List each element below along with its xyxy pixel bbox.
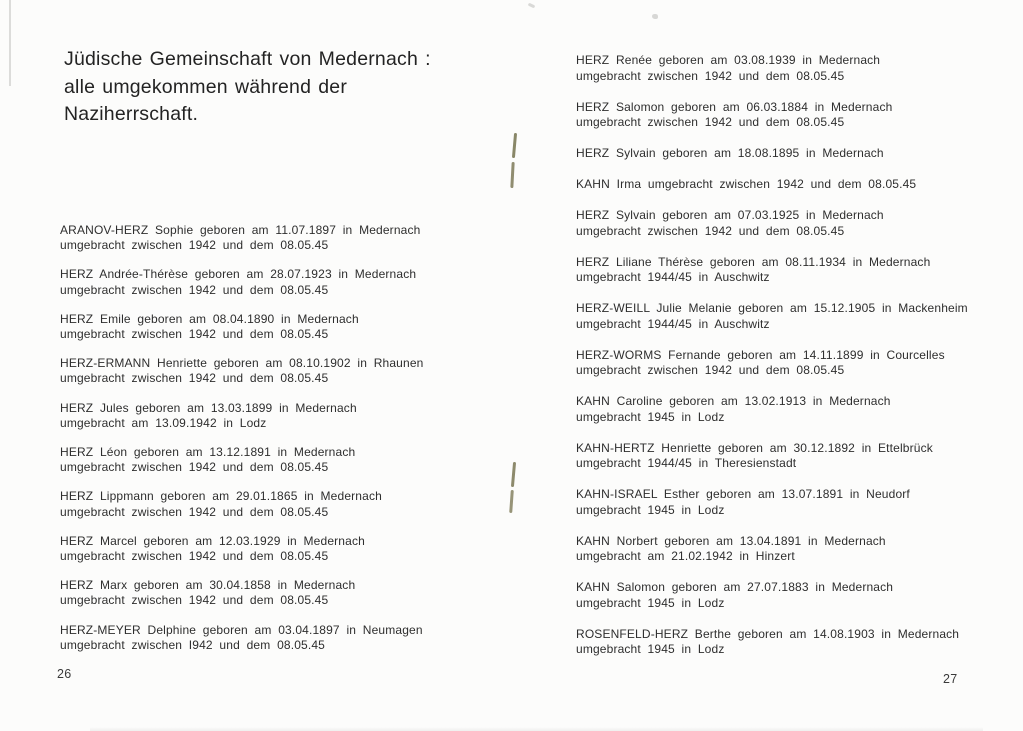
- entry-line: umgebracht zwischen 1942 und dem 08.05.45: [60, 460, 329, 475]
- entry-line: HERZ-ERMANN Henriette geboren am 08.10.1902 in Rhaunen: [60, 356, 424, 371]
- entry-line: HERZ Marcel geboren am 12.03.1929 in Medernach: [60, 533, 365, 548]
- list-entry: [576, 301, 1023, 332]
- entry-line: umgebracht zwischen 1942 und dem 08.05.45: [60, 371, 329, 386]
- victims-list-right: [576, 53, 1023, 673]
- list-entry: [576, 394, 1023, 425]
- list-entry: [576, 53, 1023, 84]
- entry-line: umgebracht zwischen 1942 und dem 08.05.45: [60, 504, 329, 519]
- list-entry: [576, 255, 1023, 286]
- list-entry: [576, 177, 1023, 193]
- scan-bottom-shadow: [90, 727, 983, 731]
- victims-list-left: [60, 223, 520, 667]
- entry-line: HERZ Renée geboren am 03.08.1939 in Medernach: [576, 53, 881, 67]
- page-title: [64, 46, 494, 129]
- scan-speck: [652, 14, 658, 19]
- entry-line: ROSENFELD-HERZ Berthe geboren am 14.08.1903 in Medernach: [576, 626, 960, 641]
- entry-line: KAHN-ISRAEL Esther geboren am 13.07.1891 in Neudorf: [576, 487, 910, 501]
- entry-line: KAHN Caroline geboren am 13.02.1913 in Medernach: [576, 394, 891, 408]
- scan-edge-artifact: [9, 0, 11, 86]
- entry-line: umgebracht 1944/45 in Auschwitz: [576, 270, 770, 284]
- entry-line: KAHN Irma umgebracht zwischen 1942 und dem 08.05.45: [576, 177, 917, 191]
- list-entry: [60, 489, 520, 519]
- entry-line: HERZ Sylvain geboren am 07.03.1925 in Medernach: [576, 208, 884, 222]
- entry-line: KAHN Salomon geboren am 27.07.1883 in Medernach: [576, 580, 894, 594]
- page-number-right: 27: [943, 672, 958, 686]
- list-entry: [60, 312, 520, 342]
- binding-stitch: [512, 133, 517, 158]
- list-entry: [576, 534, 1023, 565]
- entry-line: umgebracht 1945 in Lodz: [576, 502, 725, 517]
- entry-line: HERZ Andrée-Thérèse geboren am 28.07.1923 in Medernach: [60, 267, 417, 282]
- binding-stitch: [510, 162, 514, 188]
- entry-line: HERZ Léon geboren am 13.12.1891 in Medernach: [60, 445, 356, 460]
- list-entry: [576, 487, 1023, 518]
- list-entry: [60, 267, 520, 297]
- entry-line: umgebracht zwischen 1942 und dem 08.05.45: [60, 238, 329, 253]
- entry-line: HERZ Jules geboren am 13.03.1899 in Medernach: [60, 400, 357, 415]
- entry-line: HERZ Emile geboren am 08.04.1890 in Medernach: [60, 311, 359, 326]
- page-number-left: 26: [57, 667, 72, 681]
- entry-line: HERZ Salomon geboren am 06.03.1884 in Medernach: [576, 99, 893, 114]
- scan-speck: [528, 3, 536, 9]
- entry-line: umgebracht zwischen 1942 und dem 08.05.45: [60, 549, 329, 564]
- list-entry: [576, 627, 1023, 658]
- list-entry: [60, 401, 520, 431]
- entry-line: HERZ-WEILL Julie Melanie geboren am 15.12.1905 in Mackenheim: [576, 301, 968, 315]
- title-line: Naziherrschaft.: [64, 103, 199, 125]
- title-line: alle umgekommen während der: [64, 75, 348, 98]
- list-entry: [576, 441, 1023, 472]
- list-entry: [576, 348, 1023, 379]
- title-line: Jüdische Gemeinschaft von Medernach :: [64, 48, 431, 70]
- entry-line: umgebracht 1945 in Lodz: [576, 409, 725, 424]
- entry-line: umgebracht zwischen 1942 und dem 08.05.45: [60, 327, 329, 342]
- entry-line: HERZ-WORMS Fernande geboren am 14.11.1899 in Courcelles: [576, 347, 945, 362]
- entry-line: HERZ Sylvain geboren am 18.08.1895 in Medernach: [576, 146, 884, 160]
- list-entry: [60, 623, 520, 653]
- list-entry: [576, 146, 1023, 162]
- list-entry: [60, 356, 520, 386]
- entry-line: HERZ Marx geboren am 30.04.1858 in Medernach: [60, 578, 356, 593]
- list-entry: [576, 100, 1023, 131]
- list-entry: [60, 534, 520, 564]
- entry-line: KAHN-HERTZ Henriette geboren am 30.12.1892 in Ettelbrück: [576, 440, 933, 455]
- entry-line: umgebracht zwischen I942 und dem 08.05.45: [60, 637, 325, 652]
- list-entry: [576, 580, 1023, 611]
- list-entry: [60, 223, 520, 253]
- entry-line: umgebracht 1944/45 in Auschwitz: [576, 316, 770, 331]
- list-entry: [60, 578, 520, 608]
- list-entry: [60, 445, 520, 475]
- entry-line: umgebracht zwischen 1942 und dem 08.05.45: [60, 593, 329, 608]
- entry-line: umgebracht am 21.02.1942 in Hinzert: [576, 549, 795, 563]
- list-entry: [576, 208, 1023, 239]
- entry-line: umgebracht 1945 in Lodz: [576, 642, 725, 656]
- entry-line: HERZ-MEYER Delphine geboren am 03.04.1897 in Neumagen: [60, 622, 423, 637]
- entry-line: umgebracht zwischen 1942 und dem 08.05.45: [60, 282, 329, 297]
- entry-line: HERZ Lippmann geboren am 29.01.1865 in Medernach: [60, 489, 382, 504]
- entry-line: KAHN Norbert geboren am 13.04.1891 in Medernach: [576, 533, 886, 548]
- entry-line: umgebracht 1944/45 in Theresienstadt: [576, 456, 797, 470]
- entry-line: HERZ Liliane Thérèse geboren am 08.11.1934 in Medernach: [576, 254, 931, 269]
- entry-line: umgebracht zwischen 1942 und dem 08.05.45: [576, 68, 845, 83]
- entry-line: umgebracht zwischen 1942 und dem 08.05.45: [576, 223, 845, 238]
- entry-line: umgebracht 1945 in Lodz: [576, 595, 725, 610]
- entry-line: umgebracht zwischen 1942 und dem 08.05.45: [576, 363, 845, 377]
- entry-line: umgebracht am 13.09.1942 in Lodz: [60, 415, 267, 430]
- entry-line: ARANOV-HERZ Sophie geboren am 11.07.1897 in Medernach: [60, 223, 421, 237]
- entry-line: umgebracht zwischen 1942 und dem 08.05.45: [576, 115, 845, 129]
